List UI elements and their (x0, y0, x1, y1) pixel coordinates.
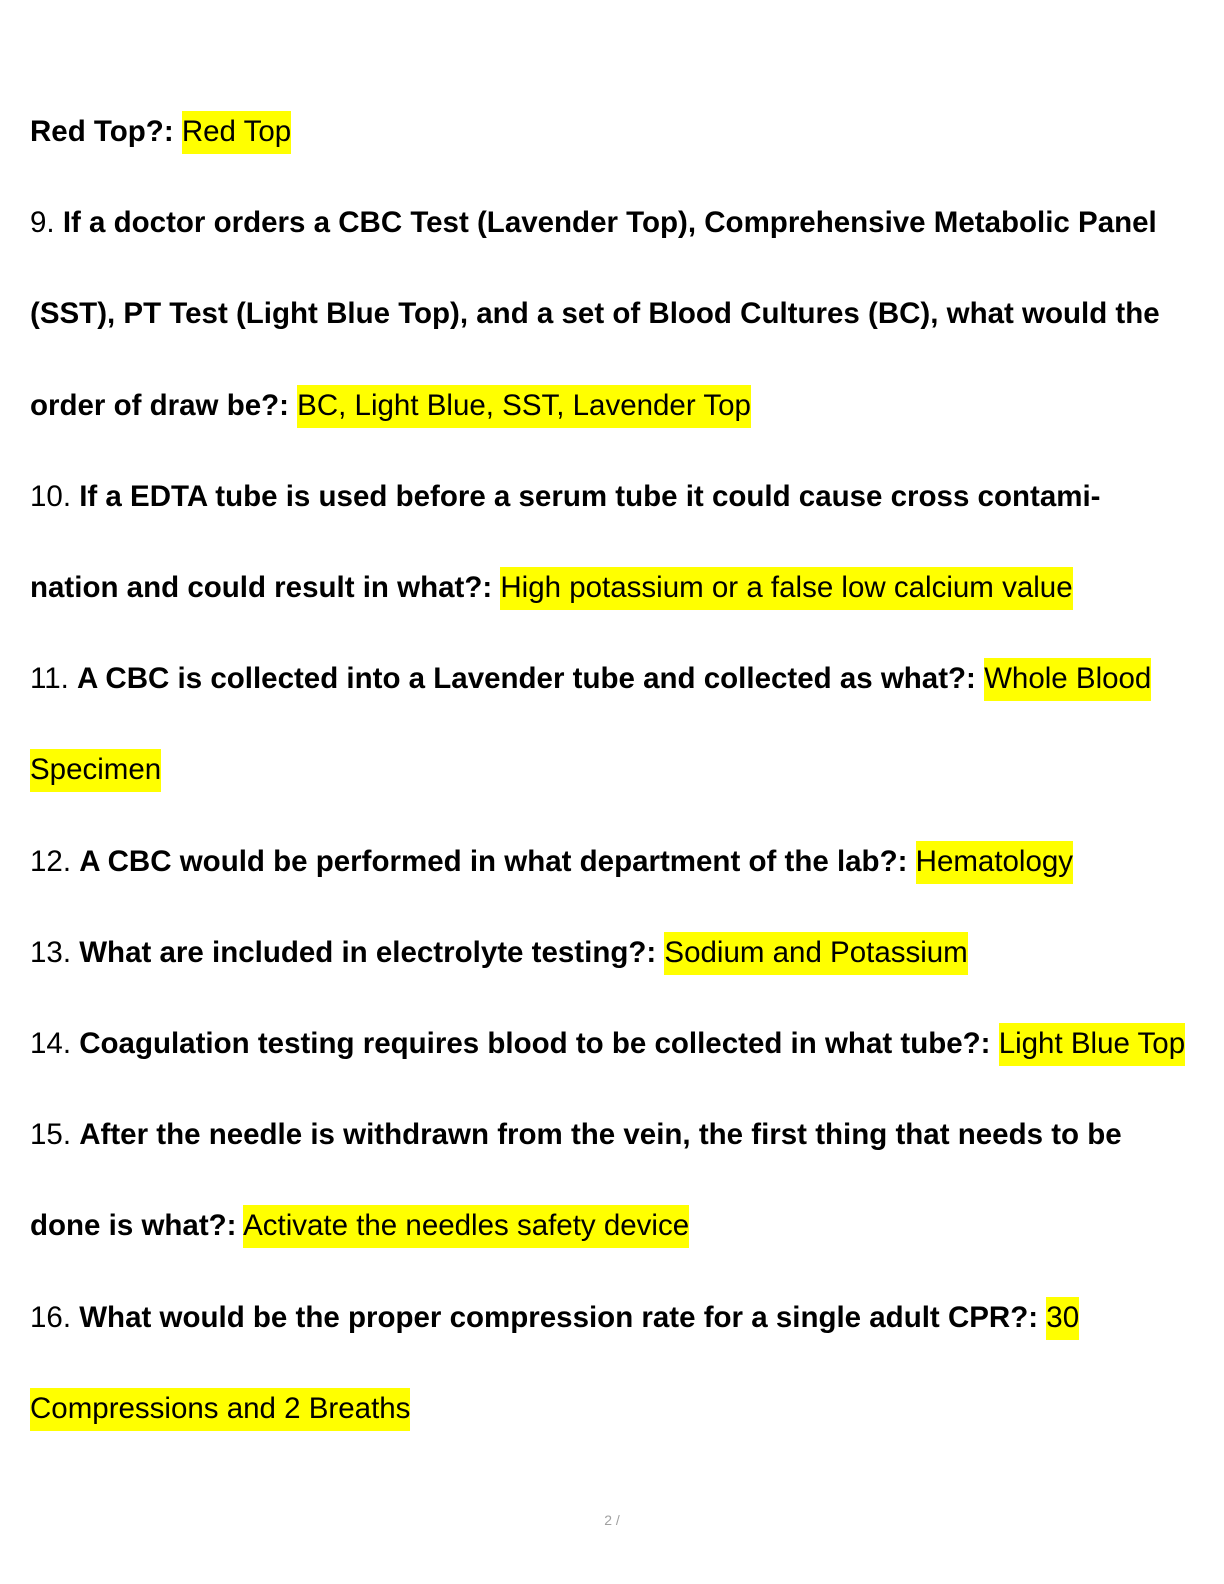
question-number: 9. (30, 206, 55, 240)
qa-item-16 (30, 1272, 1190, 1454)
answer-highlight: Light Blue Top (999, 1023, 1185, 1066)
question-text: What would be the proper compression rate for a single adult CPR?: (79, 1300, 1039, 1334)
question-number: 15. (30, 1118, 72, 1152)
qa-item-red-top (30, 86, 1190, 177)
question-number: 12. (30, 844, 72, 878)
answer-highlight: Red Top (182, 111, 291, 154)
question-number: 14. (30, 1027, 72, 1061)
answer-highlight: Activate the needles safety device (243, 1205, 689, 1248)
question-text: After the needle is withdrawn from the vein, the first thing that needs to be done is what?: (30, 1118, 1122, 1243)
question-number: 16. (30, 1300, 72, 1334)
answer-highlight: BC, Light Blue, SST, Lavender Top (297, 385, 751, 428)
qa-item-13 (30, 907, 1190, 998)
qa-item-14 (30, 998, 1190, 1089)
answer-highlight: Whole Blood Specimen (30, 658, 1151, 792)
question-number: 10. (30, 479, 72, 513)
qa-item-15 (30, 1089, 1190, 1271)
question-text: A CBC is collected into a Lavender tube and collected as what?: (77, 662, 976, 696)
question-number: 11. (30, 662, 69, 696)
answer-highlight: 30 Compressions and 2 Breaths (30, 1297, 1079, 1431)
answer-highlight: Sodium and Potassium (664, 932, 967, 975)
question-text: A CBC would be performed in what department of the lab?: (79, 844, 908, 878)
question-text: If a doctor orders a CBC Test (Lavender Top), Comprehensive Metabolic Panel (SST), PT Test (Light Blue Top), and a set of Blood Cultures (BC), what would the order of draw be?: (30, 206, 1160, 422)
question-text: What are included in electrolyte testing?: (79, 935, 657, 969)
question-number: 13. (30, 935, 72, 969)
qa-item-12 (30, 816, 1190, 907)
qa-item-11 (30, 633, 1190, 815)
answer-highlight: Hematology (916, 841, 1073, 884)
question-text: Red Top?: (30, 115, 174, 148)
document-body (30, 86, 1190, 1454)
qa-item-10 (30, 451, 1190, 633)
answer-highlight: High potassium or a false low calcium value (500, 567, 1072, 610)
page-number: 2 / (604, 1512, 620, 1528)
qa-item-9 (30, 177, 1190, 451)
question-text: Coagulation testing requires blood to be collected in what tube?: (79, 1027, 991, 1061)
question-text: If a EDTA tube is used before a serum tube it could cause cross contami- nation and could result in what?: (30, 479, 1101, 605)
